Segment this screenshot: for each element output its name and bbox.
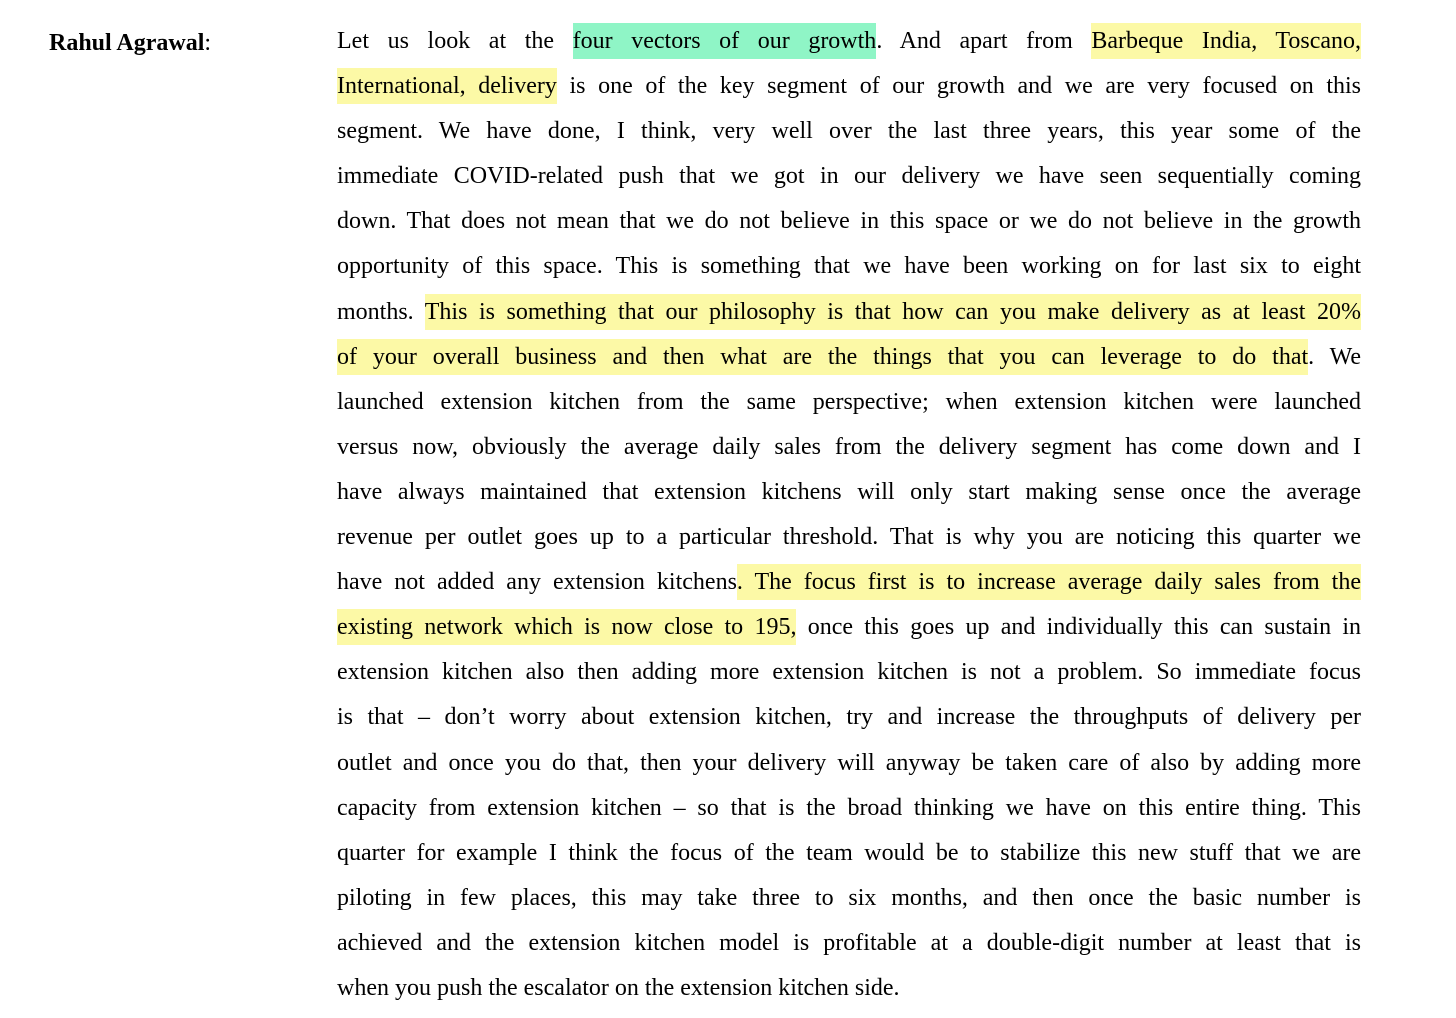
text-segment: months. [337,298,425,325]
text-segment: Let us look at the [337,28,573,54]
text-segment: have not added any extension kitchens [337,569,737,596]
text-line [337,515,1361,560]
text-segment: . We [1308,343,1362,370]
text-segment: piloting in few places, this may take three to six months, and then once the basic number is [337,884,1361,911]
text-line [337,380,1361,425]
text-line [337,741,1361,786]
yellow-highlight: of your overall business and then what are the things that you can leverage to do that [337,339,1308,375]
text-line [337,786,1361,831]
text-segment: once this goes up and individually this can sustain in [796,614,1361,641]
text-segment: when you push the escalator on the extension kitchen side. [337,974,900,1001]
text-line [337,425,1361,470]
text-segment: opportunity of this space. This is something that we have been working on for last six to eight [337,253,1361,280]
speaker-colon: : [204,30,212,56]
yellow-highlight: . The focus first is to increase average daily sales from the [737,564,1361,600]
text-line [337,290,1361,335]
text-segment: . And apart from [876,28,1092,54]
text-line [337,605,1361,650]
text-line [337,470,1361,515]
text-line [337,109,1361,154]
text-line [337,19,1361,64]
speaker-label [49,28,211,58]
yellow-highlight: Barbeque India, Toscano, [1091,23,1361,59]
text-line [337,921,1361,966]
text-segment: capacity from extension kitchen – so that is the broad thinking we have on this entire thing. This [337,794,1361,821]
text-segment: launched extension kitchen from the same perspective; when extension kitchen were launched [337,388,1361,415]
text-line [337,695,1361,740]
text-segment: extension kitchen also then adding more extension kitchen is not a problem. So immediate focus [337,659,1361,686]
text-line [337,244,1361,289]
yellow-highlight: existing network which is now close to 195, [337,609,796,645]
transcript-paragraph [337,19,1361,1011]
text-segment: achieved and the extension kitchen model is profitable at a double-digit number at least that is [337,929,1361,956]
text-segment: quarter for example I think the focus of the team would be to stabilize this new stuff that we are [337,839,1361,866]
text-line [337,876,1361,921]
text-line [337,560,1361,605]
text-segment: segment. We have done, I think, very well over the last three years, this year some of the [337,118,1361,145]
text-line [337,831,1361,876]
text-segment: down. That does not mean that we do not believe in this space or we do not believe in the growth [337,208,1361,235]
text-line [337,335,1361,380]
text-segment: is one of the key segment of our growth and we are very focused on this [556,73,1361,100]
text-segment: is that – don’t worry about extension kitchen, try and increase the throughputs of delivery per [337,704,1361,731]
text-line [337,650,1361,695]
speaker-name: Rahul Agrawal [49,30,205,56]
text-line [337,966,1361,1011]
green-highlight: four vectors of our growth [573,23,877,59]
text-line [337,199,1361,244]
text-segment: outlet and once you do that, then your delivery will anyway be taken care of also by adding more [337,749,1361,776]
yellow-highlight: International, delivery [337,68,557,104]
text-line [337,154,1361,199]
text-segment: revenue per outlet goes up to a particular threshold. That is why you are noticing this quarter we [337,524,1361,551]
text-segment: versus now, obviously the average daily sales from the delivery segment has come down and I [337,433,1361,460]
text-segment: have always maintained that extension kitchens will only start making sense once the average [337,478,1361,505]
text-line [337,64,1361,109]
yellow-highlight: This is something that our philosophy is that how can you make delivery as at least 20% [425,294,1361,330]
text-segment: immediate COVID-related push that we got in our delivery we have seen sequentially coming [337,163,1361,190]
